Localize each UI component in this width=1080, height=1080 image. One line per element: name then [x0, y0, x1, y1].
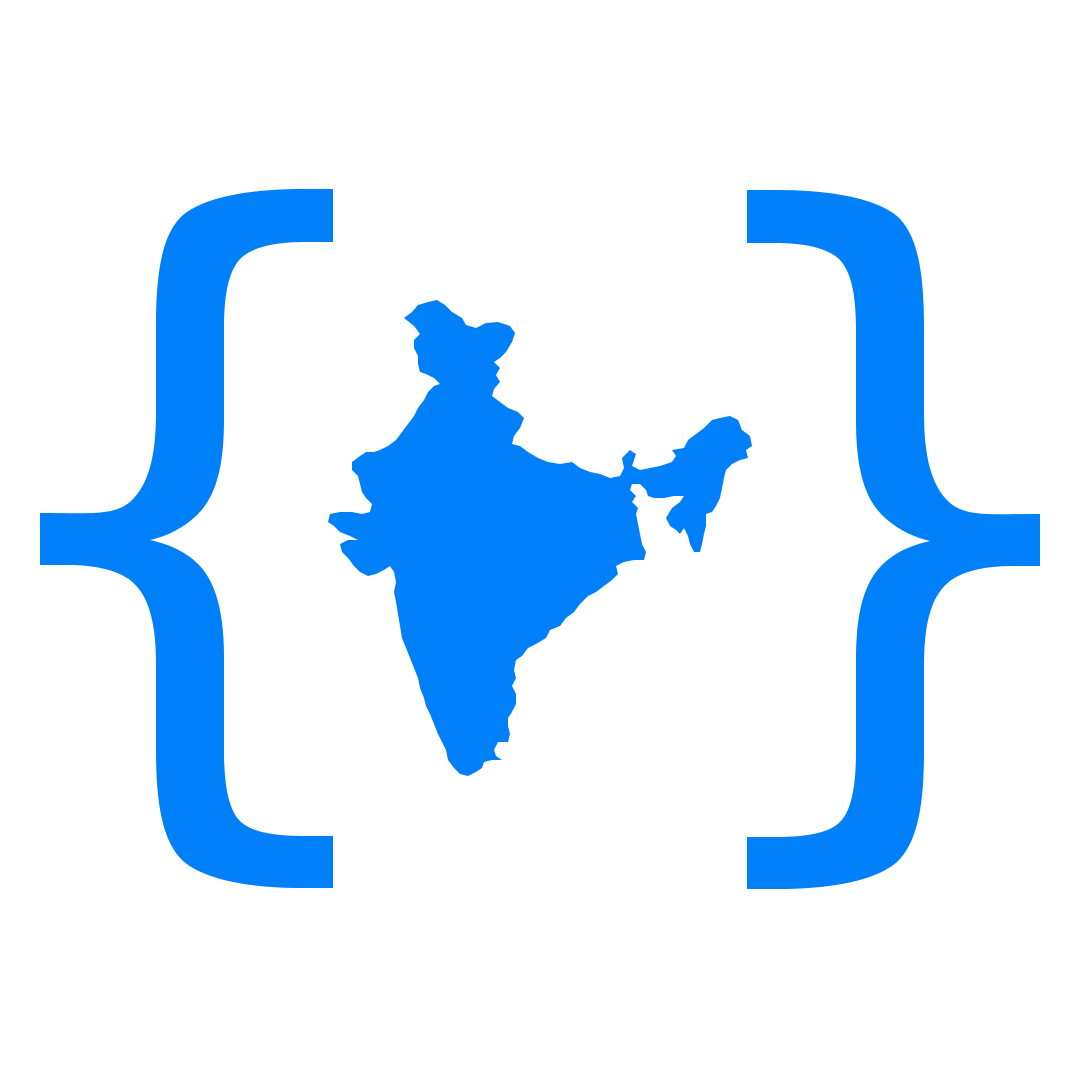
- india-mainland-shape: [328, 300, 752, 776]
- right-curly-brace-icon: [747, 190, 1040, 889]
- left-curly-brace-icon: [40, 189, 333, 888]
- india-map-icon: [328, 300, 752, 776]
